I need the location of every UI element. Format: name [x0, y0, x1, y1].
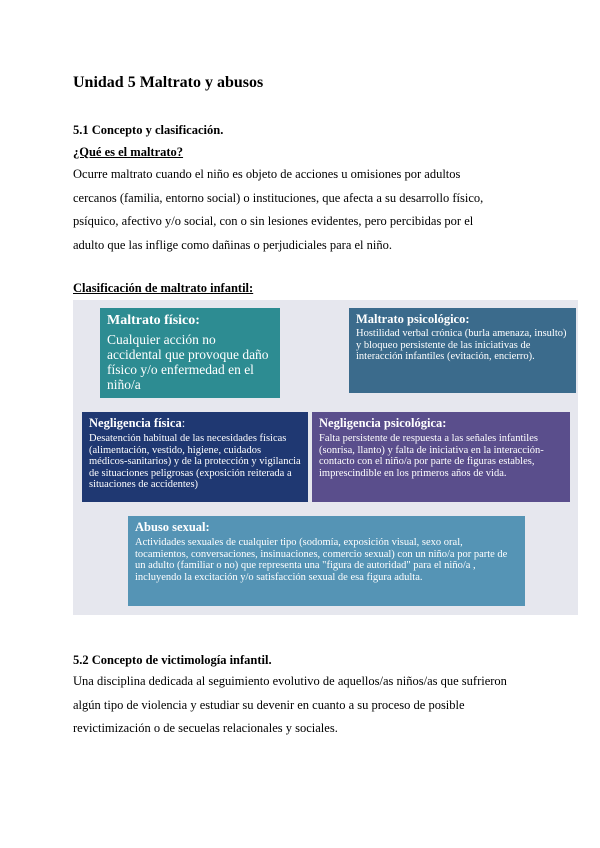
box-title: Maltrato psicológico:	[356, 312, 470, 326]
box-text: Falta persistente de respuesta a las señales infantiles (sonrisa, llanto) y falta de iniciativa en la interacción-contacto con el niño/a por parte de figuras estables, imprescindible en los primeros años de vida.	[319, 433, 544, 479]
box-title: Abuso sexual:	[135, 520, 210, 534]
maltrato-psicologico-box	[349, 308, 576, 393]
negligencia-psicologica-box	[312, 412, 570, 502]
page-title: Unidad 5 Maltrato y abusos	[73, 74, 264, 91]
box-text: Desatención habitual de las necesidades físicas (alimentación, vestido, higiene, cuidados médicos-sanitarios) y de la protección y vigilancia de situaciones peligrosas (exposición reiterada a situaciones de accidentes)	[89, 433, 301, 490]
subheading-que-es-maltrato: ¿Qué es el maltrato?	[73, 145, 184, 159]
paragraph-line: cercanos (familia, entorno social) o instituciones, que afecta a su desarrollo físico,	[73, 190, 484, 205]
box-title-wrap	[89, 416, 301, 431]
box-text: Cualquier acción no accidental que provoque daño físico y/o enfermedad en el niño/a	[107, 332, 269, 392]
box-title: Negligencia psicológica:	[319, 416, 447, 430]
section-heading-victimologia: 5.2 Concepto de victimología infantil.	[73, 653, 272, 667]
box-text: Hostilidad verbal crónica (burla amenaza, insulto) y bloqueo persistente de las iniciativas de interacción infantiles (evitación, encierro).	[356, 328, 567, 362]
paragraph-line: Una disciplina dedicada al seguimiento evolutivo de aquellos/as niños/as que sufrieron	[73, 674, 507, 688]
box-text: Actividades sexuales de cualquier tipo (sodomía, exposición visual, sexo oral, tocamientos, conversaciones, insinuaciones, comercio sexual) con un niño/a por parte de un adulto (familiar o no) que representa una "figura de autoridad" para el niño/a , incluyendo la excitación y/o satisfacción sexual de esa figura adulta.	[135, 537, 508, 583]
paragraph-line: Ocurre maltrato cuando el niño es objeto de acciones u omisiones por adultos	[73, 167, 461, 181]
paragraph-line: adulto que las inflige como dañinas o perjudiciales para el niño.	[73, 237, 393, 252]
paragraph-victimologia	[73, 670, 543, 741]
clasificacion-heading: Clasificación de maltrato infantil:	[73, 281, 254, 295]
clasificacion-diagram	[73, 300, 578, 615]
box-title-suffix: :	[181, 416, 186, 430]
paragraph-line: psíquico, afectivo y/o social, con o sin lesiones evidentes, pero percibidas por el	[73, 214, 474, 228]
box-title: Maltrato físico:	[107, 313, 200, 328]
paragraph-definicion	[73, 163, 543, 257]
section-heading-concepto: 5.1 Concepto y clasificación.	[73, 123, 224, 137]
paragraph-line: revictimización o de secuelas relacionales y sociales.	[73, 721, 338, 735]
box-title: Negligencia física	[89, 416, 182, 430]
negligencia-fisica-box	[82, 412, 308, 502]
paragraph-line: algún tipo de violencia y estudiar su devenir en cuanto a su proceso de posible	[73, 697, 465, 712]
maltrato-fisico-box	[100, 308, 280, 398]
abuso-sexual-box	[128, 516, 525, 606]
